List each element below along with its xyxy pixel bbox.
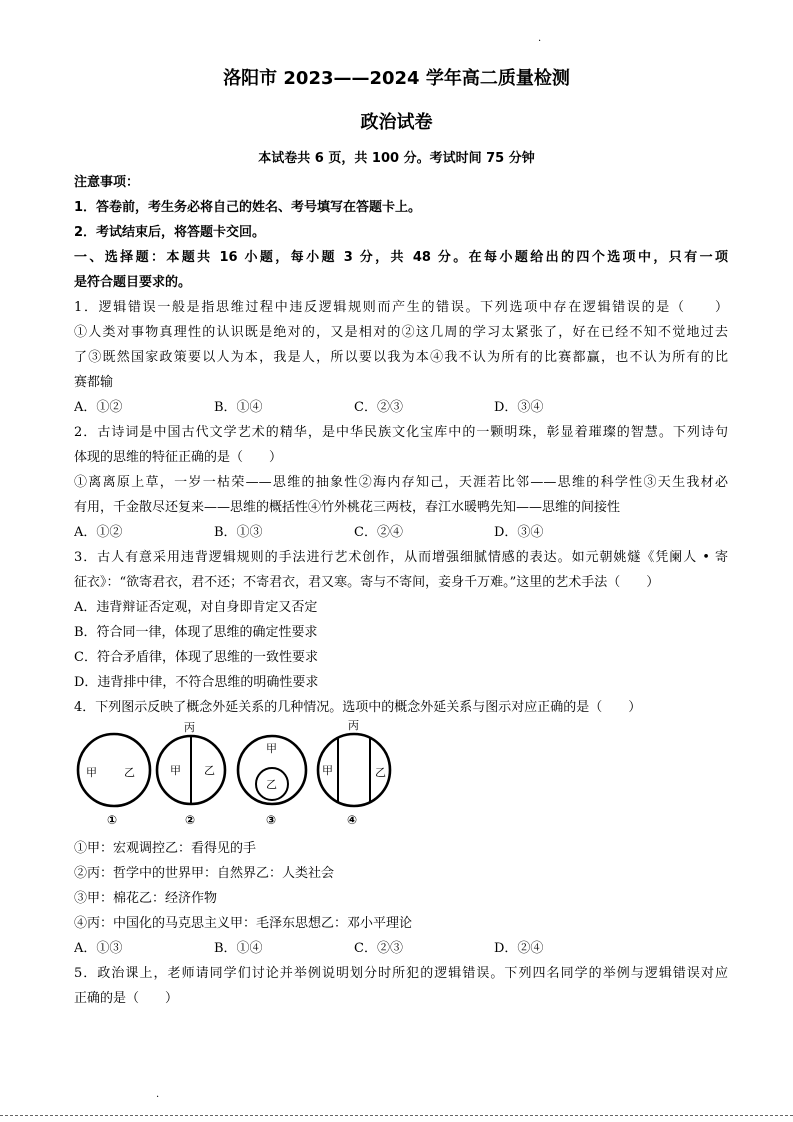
q4-item-4: ④丙：中国化的马克思主义甲：毛泽东思想乙：邓小平理论 xyxy=(74,916,413,931)
diagram-1-yi: 乙 xyxy=(124,766,135,779)
diagram-3 xyxy=(238,736,306,827)
q3-choice-b: B．符合同一律，体现了思维的确定性要求 xyxy=(74,625,318,640)
notice-item-1: 1．答卷前，考生务必将自己的姓名、考号填写在答题卡上。 xyxy=(74,200,422,215)
q4-stem: 4．下列图示反映了概念外延关系的几种情况。选项中的概念外延关系与图示对应正确的是（ ） xyxy=(74,700,642,715)
exam-body xyxy=(74,170,728,1011)
diagram-4 xyxy=(318,720,390,827)
q4-options xyxy=(74,936,728,961)
q4-option-b: B．①④ xyxy=(214,941,263,956)
diagram-2-yi: 乙 xyxy=(204,764,215,777)
diagram-2-label: ② xyxy=(185,813,196,827)
q2-text-line3: ①离离原上草，一岁一枯荣——思维的抽象性②海内存知己，天涯若比邻——思维的科学性③天生我材必 xyxy=(74,475,728,490)
q4-option-c: C．②③ xyxy=(354,941,403,956)
diagram-3-jia: 甲 xyxy=(266,742,277,755)
q1-stem: 1．逻辑错误一般是指思维过程中违反逻辑规则而产生的错误。下列选项中存在逻辑错误的是（ ） xyxy=(74,300,728,315)
q2-options xyxy=(74,520,728,545)
section-heading-line2: 是符合题目要求的。 xyxy=(74,275,192,290)
scan-dot: . xyxy=(538,33,542,44)
page-bottom-rule xyxy=(0,1115,793,1116)
q5-stem: 5．政治课上，老师请同学们讨论并举例说明划分时所犯的逻辑错误。下列四名同学的举例与逻辑错误对应 xyxy=(74,966,728,981)
q1-option-a: A．①② xyxy=(74,400,123,415)
diagram-3-yi: 乙 xyxy=(266,778,277,791)
q2-option-d: D．③④ xyxy=(494,525,544,540)
q2-option-c: C．②④ xyxy=(354,525,403,540)
q3-choice-d: D．违背排中律，不符合思维的明确性要求 xyxy=(74,675,319,690)
q1-text-line4: 赛都输 xyxy=(74,375,114,390)
q3-choice-c: C．符合矛盾律，体现了思维的一致性要求 xyxy=(74,650,318,665)
q4-item-3: ③甲：棉花乙：经济作物 xyxy=(74,891,218,906)
diagram-4-bing: 丙 xyxy=(348,720,359,732)
diagram-4-label: ④ xyxy=(347,813,358,827)
q1-text-line2: ①人类对事物真理性的认识既是绝对的，又是相对的②这几周的学习太紧张了，好在已经不知不觉地过去 xyxy=(74,325,728,340)
q1-text-line3: 了③既然国家政策要以人为本，我是人，所以要以我为本④我不认为所有的比赛都赢，也不认为所有的比 xyxy=(74,350,728,365)
exam-subject: 政治试卷 xyxy=(360,112,433,133)
q2-text-line4: 有用，千金散尽还复来——思维的概括性④竹外桃花三两枝，春江水暖鸭先知——思维的间接性 xyxy=(74,500,621,515)
diagram-4-yi: 乙 xyxy=(375,766,386,779)
q4-option-a: A．①③ xyxy=(74,941,123,956)
q3-stem: 3．古人有意采用违背逻辑规则的手法进行艺术创作，从而增强细腻情感的表达。如元朝姚燧《凭阑人 • 寄 xyxy=(74,550,728,565)
notice-heading: 注意事项： xyxy=(74,175,140,190)
q1-option-c: C．②③ xyxy=(354,400,403,415)
q5-text-line2: 正确的是（ ） xyxy=(74,991,179,1006)
q1-options xyxy=(74,395,728,420)
q3-choice-a: A．违背辩证否定观，对自身即肯定又否定 xyxy=(74,600,318,615)
diagram-4-jia: 甲 xyxy=(322,764,333,777)
concept-diagram xyxy=(74,720,728,836)
diagram-2-jia: 甲 xyxy=(170,764,181,777)
diagram-1-jia: 甲 xyxy=(86,766,97,779)
q3-text-line2: 征衣》：“欲寄君衣，君不还；不寄君衣，君又寒。寄与不寄间，妾身千万难。”这里的艺术手法（ ） xyxy=(74,575,660,590)
notice-item-2: 2．考试结束后，将答题卡交回。 xyxy=(74,225,266,240)
exam-info: 本试卷共 6 页，共 100 分。考试时间 75 分钟 xyxy=(258,151,535,166)
q4-item-1: ①甲：宏观调控乙：看得见的手 xyxy=(74,841,257,856)
diagram-2-bing: 丙 xyxy=(184,721,195,734)
section-heading-line1: 一、选择题：本题共 16 小题，每小题 3 分，共 48 分。在每小题给出的四个选项中，只有一项 xyxy=(74,250,728,265)
diagram-2 xyxy=(157,721,225,827)
concept-diagram-svg xyxy=(74,720,734,836)
diagram-1 xyxy=(78,734,150,827)
diagram-1-label: ① xyxy=(107,813,118,827)
q2-text-line2: 体现的思维的特征正确的是（ ） xyxy=(74,450,283,465)
scan-dot-bottom: . xyxy=(156,1089,160,1100)
diagram-3-label: ③ xyxy=(266,813,277,827)
q4-item-2: ②丙：哲学中的世界甲：自然界乙：人类社会 xyxy=(74,866,335,881)
q2-option-a: A．①② xyxy=(74,525,123,540)
q2-stem: 2．古诗词是中国古代文学艺术的精华，是中华民族文化宝库中的一颗明珠，彰显着璀璨的智慧。下列诗句 xyxy=(74,425,728,440)
q2-option-b: B．①③ xyxy=(214,525,263,540)
q4-option-d: D．②④ xyxy=(494,941,544,956)
q1-option-b: B．①④ xyxy=(214,400,263,415)
exam-title: 洛阳市 2023——2024 学年高二质量检测 xyxy=(223,68,570,89)
q1-option-d: D．③④ xyxy=(494,400,544,415)
